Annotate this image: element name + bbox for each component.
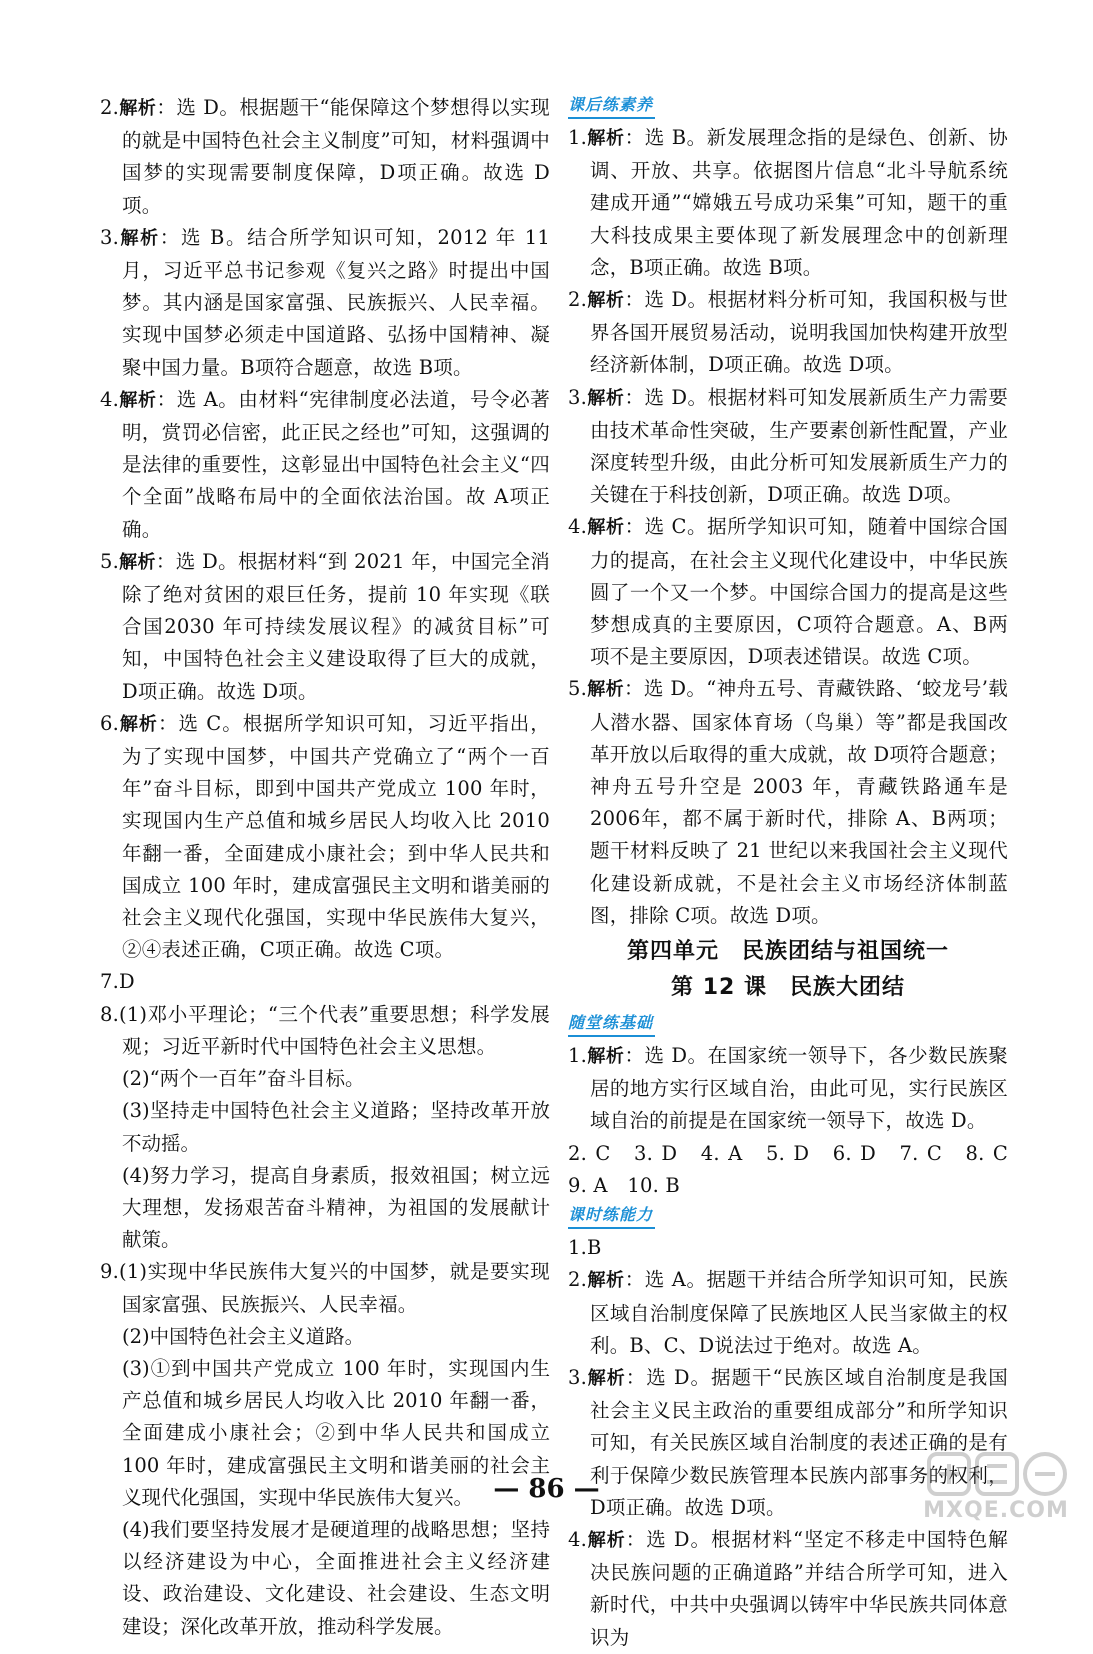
section-heading: 随堂练基础 bbox=[568, 1012, 655, 1037]
answer-subitem: (2)“两个一百年”奋斗目标。 bbox=[122, 1067, 365, 1091]
answer-item: 4.解析：选 D。根据材料“坚定不移走中国特色解决民族问题的正确道路”并结合所学可知，进入新时代，中共中央强调以铸牢中华民族共同体意识为 bbox=[568, 1527, 1008, 1649]
answer-item: 1.解析：选 B。新发展理念指的是绿色、创新、协调、开放、共享。依据图片信息“北斗导航系统建成开通”“嫦娥五号成功采集”可知，题干的重大科技成果主要体现了新发展理念中的创新理念，B项正确。故选 B项。 bbox=[568, 126, 1008, 279]
answer-subitem: (4)我们要坚持发展才是硬道理的战略思想；坚持以经济建设为中心，全面推进社会主义经济建设、政治建设、文化建设、社会建设、生态文明建设；深化改革开放，推动科学发展。 bbox=[122, 1517, 550, 1638]
answer-item: 5.解析：选 D。“神舟五号、青藏铁路、‘蛟龙号’载人潜水器、国家体育场（鸟巢）等”都是我国改革开放以后取得的重大成就，故 D项符合题意；神舟五号升空是 2003 年，青藏铁路通车是 2006年，都不属于新时代，排除 A、B两项；题干材料反映了 21 世纪以来我国社会主义现代化建设新成就，不是社会主义市场经济体制蓝图，排除 C项。故选 D项。 bbox=[568, 677, 1008, 927]
answer-item: 9.(1)实现中华民族伟大复兴的中国梦，就是要实现国家富强、民族振兴、人民幸福。 bbox=[100, 1260, 550, 1316]
answer-subitem: (4)努力学习，提高自身素质，报效祖国；树立远大理想，发扬艰苦奋斗精神，为祖国的发展献计献策。 bbox=[122, 1163, 550, 1252]
answer-subitem: (3)①到中国共产党成立 100 年时，实现国内生产总值和城乡居民人均收入比 2010 年翻一番，全面建成小康社会；②到中华人民共和国成立 100 年时，建成富强民主文明和谐美丽的社会主义现代化强国，实现中华民族伟大复兴。 bbox=[122, 1356, 550, 1509]
lesson-title: 第 12 课 民族大团结 bbox=[671, 975, 905, 1001]
section-heading: 课时练能力 bbox=[568, 1204, 655, 1229]
answer-subitem: (3)坚持走中国特色社会主义道路；坚持改革开放不动摇。 bbox=[122, 1099, 550, 1155]
answer-item: 2.解析：选 D。根据题干“能保障这个梦想得以实现的就是中国特色社会主义制度”可知，材料强调中国梦的实现需要制度保障，D项正确。故选 D项。 bbox=[100, 96, 550, 217]
answer-list: 2. C 3. D 4. A 5. D 6. D 7. C 8. C 9. A 10. B bbox=[568, 1141, 1028, 1197]
answer-item: 3.解析：选 D。据题干“民族区域自治制度是我国社会主义民主政治的重要组成部分”和所学知识可知，有关民族区域自治制度的表述正确的是有利于保障少数民族管理本民族内部事务的权利，D项正确。故选 D项。 bbox=[568, 1365, 1008, 1519]
left-column bbox=[100, 92, 550, 1643]
answer-item: 3.解析：选 B。结合所学知识可知，2012 年 11 月，习近平总书记参观《复兴之路》时提出中国梦。其内涵是国家富强、民族振兴、人民幸福。实现中国梦必须走中国道路、弘扬中国精神、凝聚中国力量。B项符合题意，故选 B项。 bbox=[100, 225, 551, 379]
answer-item: 4.解析：选 A。由材料“宪律制度必法道，号令必著明，赏罚必信密，此正民之经也”可知，这强调的是法律的重要性，这彰显出中国特色社会主义“四个全面”战略布局中的全面依法治国。故 A项正确。 bbox=[100, 387, 550, 541]
answer-item: 2.解析：选 A。据题干并结合所学知识可知，民族区域自治制度保障了民族地区人民当家做主的权利。B、C、D说法过于绝对。故选 A。 bbox=[568, 1268, 1008, 1357]
unit-title: 第四单元 民族团结与祖国统一 bbox=[626, 939, 949, 965]
answer-item: 5.解析：选 D。根据材料“到 2021 年，中国完全消除了绝对贫困的艰巨任务，提前 10 年实现《联合国2030 年可持续发展议程》的减贫目标”可知，中国特色社会主义建设取得了巨大的成就，D项正确。故选 D项。 bbox=[100, 549, 550, 703]
right-column bbox=[568, 92, 1028, 1654]
answer-item: 7.D bbox=[100, 970, 135, 994]
page-number: — 86 — bbox=[493, 1474, 600, 1504]
watermark-text: MXQE.COM bbox=[923, 1498, 1069, 1523]
section-heading: 课后练素养 bbox=[568, 94, 655, 119]
watermark bbox=[921, 1448, 1071, 1528]
answer-item: 6.解析：选 C。根据所学知识可知，习近平指出，为了实现中国梦，中国共产党确立了“两个一百年”奋斗目标，即到中国共产党成立 100 年时，实现国内生产总值和城乡居民人均收入比 2010 年翻一番，全面建成小康社会；到中华人民共和国成立 100 年时，建成富强民主文明和谐美丽的社会主义现代化强国，实现中华民族伟大复兴，②④表述正确，C项正确。故选 C项。 bbox=[100, 711, 550, 962]
answer-item: 8.(1)邓小平理论；“三个代表”重要思想；科学发展观；习近平新时代中国特色社会主义思想。 bbox=[100, 1002, 550, 1058]
answer-subitem: (2)中国特色社会主义道路。 bbox=[122, 1324, 365, 1348]
answer-item: 1.B bbox=[568, 1236, 602, 1260]
answer-logo-icon bbox=[921, 1448, 1071, 1500]
answer-item: 2.解析：选 D。根据材料分析可知，我国积极与世界各国开展贸易活动，说明我国加快构建开放型经济新体制，D项正确。故选 D项。 bbox=[568, 288, 1008, 377]
answer-item: 4.解析：选 C。据所学知识可知，随着中国综合国力的提高，在社会主义现代化建设中，中华民族圆了一个又一个梦。中国综合国力的提高是这些梦想成真的主要原因，C项符合题意。A、B两项不是主要原因，D项表述错误。故选 C项。 bbox=[568, 515, 1008, 669]
answer-item: 1.解析：选 D。在国家统一领导下，各少数民族聚居的地方实行区域自治，由此可见，实行民族区域自治的前提是在国家统一领导下，故选 D。 bbox=[568, 1044, 1008, 1133]
answer-item: 3.解析：选 D。根据材料可知发展新质生产力需要由技术革命性突破，生产要素创新性配置，产业深度转型升级，由此分析可知发展新质生产力的关键在于科技创新，D项正确。故选 D项。 bbox=[568, 385, 1008, 507]
